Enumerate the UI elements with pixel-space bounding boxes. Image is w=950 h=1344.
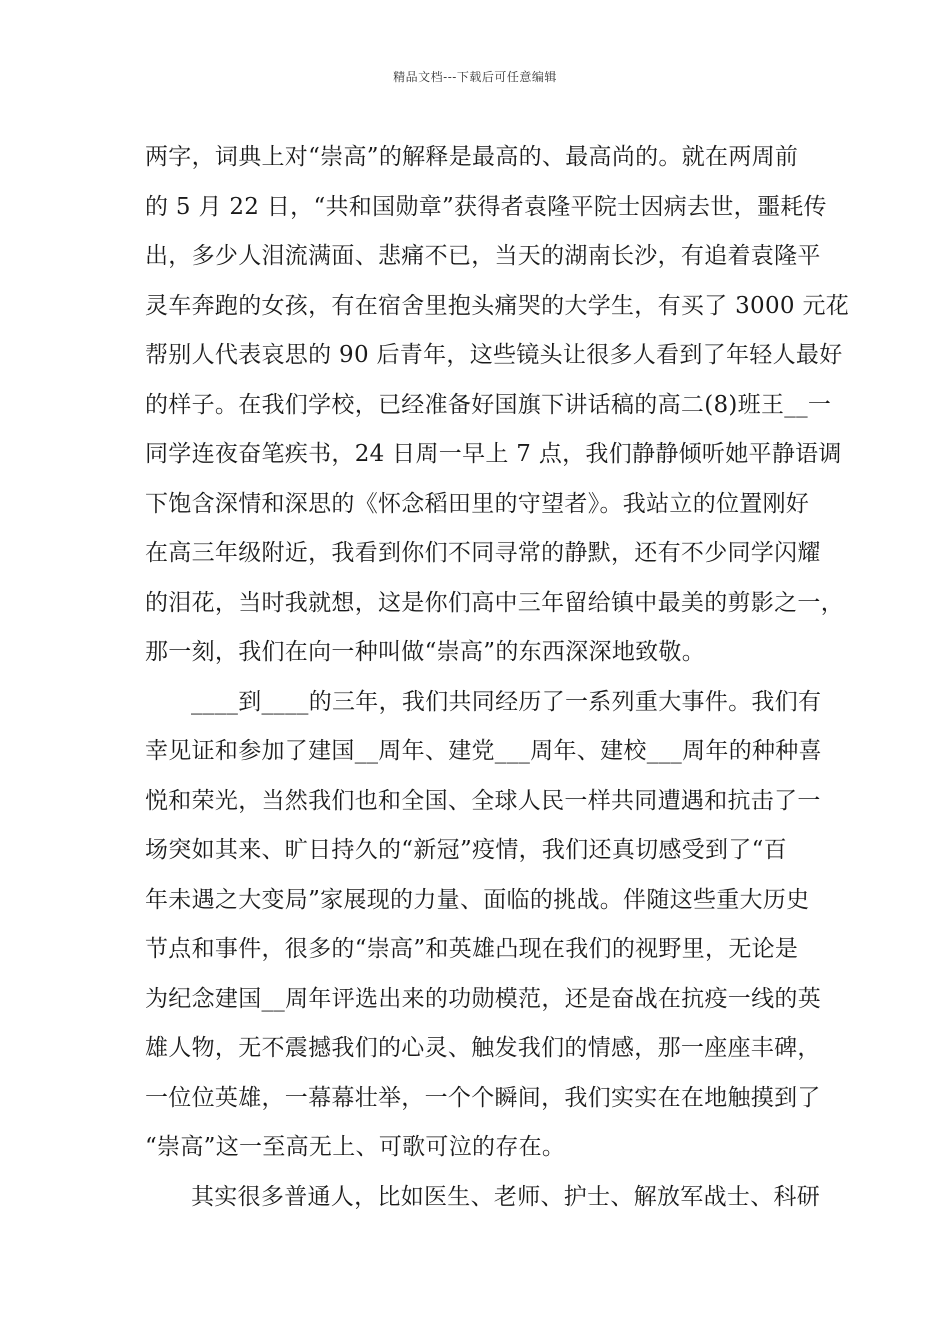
text-line: 的 5 月 22 日，“共和国勋章”获得者袁隆平院士因病去世，噩耗传 (145, 193, 827, 220)
page-header: 精品文档---下载后可任意编辑 (393, 70, 557, 84)
text-line: 的泪花，当时我就想，这是你们高中三年留给镇中最美的剪影之一， (145, 589, 844, 616)
text-line: 同学连夜奋笔疾书，24 日周一早上 7 点，我们静静倾听她平静语调 (145, 441, 842, 467)
document-body (145, 133, 850, 1222)
text-line: 一位位英雄，一幕幕壮举，一个个瞬间，我们实实在在地触摸到了 (145, 1084, 821, 1111)
text-line: 帮别人代表哀思的 90 后青年，这些镜头让很多人看到了年轻人最好 (145, 342, 843, 368)
text-line: 的样子。在我们学校，已经准备好国旗下讲话稿的高二(8)班王__一 (145, 391, 832, 418)
text-line: 出，多少人泪流满面、悲痛不已，当天的湖南长沙，有追着袁隆平 (145, 243, 821, 269)
text-line: 两字，词典上对“崇高”的解释是最高的、最高尚的。就在两周前 (145, 144, 799, 170)
text-line: 年未遇之大变局”家展现的力量、面临的挑战。伴随这些重大历史 (145, 886, 810, 913)
text-line: 那一刻，我们在向一种叫做“崇高”的东西深深地致敬。 (145, 639, 706, 665)
text-line: “崇高”这一至高无上、可歌可泣的存在。 (145, 1134, 566, 1160)
text-line: 下饱含深情和深思的《怀念稻田里的守望者》。我站立的位置刚好 (145, 490, 810, 517)
text-line: 在高三年级附近，我看到你们不同寻常的静默，还有不少同学闪耀 (145, 540, 821, 566)
text-line: 其实很多普通人，比如医生、老师、护士、解放军战士、科研 (191, 1183, 821, 1210)
text-line: 节点和事件，很多的“崇高”和英雄凸现在我们的视野里，无论是 (145, 936, 799, 962)
text-line: 灵车奔跑的女孩，有在宿舍里抱头痛哭的大学生，有买了 3000 元花 (145, 292, 850, 319)
text-line: 幸见证和参加了建国__周年、建党___周年、建校___周年的种种喜 (145, 738, 822, 764)
text-line: 为纪念建国__周年评选出来的功勋模范，还是奋战在抗疫一线的英 (145, 985, 821, 1012)
text-line: 悦和荣光，当然我们也和全国、全球人民一样共同遭遇和抗击了一 (145, 787, 821, 814)
text-line: ____到____的三年，我们共同经历了一系列重大事件。我们有 (191, 688, 822, 715)
text-line: 雄人物，无不震撼我们的心灵、触发我们的情感，那一座座丰碑， (145, 1035, 821, 1061)
text-line: 场突如其来、旷日持久的“新冠”疫情，我们还真切感受到了“百 (145, 837, 787, 863)
